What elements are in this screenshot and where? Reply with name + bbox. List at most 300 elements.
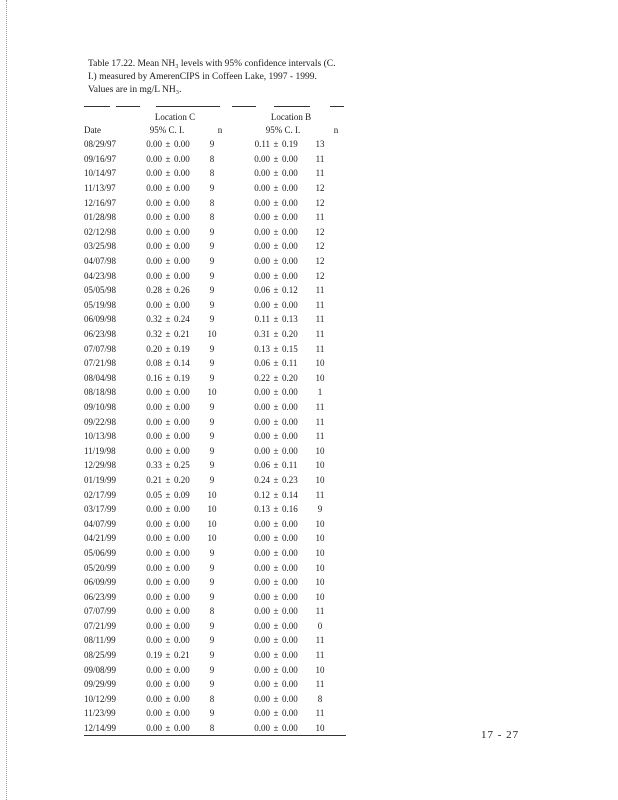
loc-b-ci-cell: 0.00 bbox=[282, 241, 298, 252]
loc-b-n-cell: 11 bbox=[315, 285, 325, 296]
loc-b-mean-cell: 0.00 bbox=[254, 416, 270, 427]
loc-b-mean-cell: 0.00 bbox=[254, 591, 270, 602]
date-cell: 09/16/97 bbox=[84, 153, 117, 164]
loc-b-ci-cell: 0.00 bbox=[282, 299, 298, 310]
loc-b-mean-cell: 0.13 bbox=[254, 343, 270, 354]
table-row bbox=[84, 195, 346, 210]
loc-c-n-cell: 9 bbox=[209, 416, 215, 427]
loc-c-plusminus: ± bbox=[165, 314, 171, 325]
table-row bbox=[84, 648, 346, 663]
loc-c-mean-cell: 0.00 bbox=[146, 518, 162, 529]
loc-b-ci-cell: 0.20 bbox=[282, 372, 298, 383]
loc-b-plusminus: ± bbox=[273, 620, 279, 631]
loc-b-plusminus: ± bbox=[273, 314, 279, 325]
loc-c-ci-cell: 0.00 bbox=[174, 445, 190, 456]
loc-c-mean-cell: 0.00 bbox=[146, 197, 162, 208]
date-cell: 05/05/98 bbox=[84, 285, 117, 296]
loc-b-n-cell: 10 bbox=[315, 664, 325, 675]
date-cell: 07/21/99 bbox=[84, 620, 117, 631]
loc-b-plusminus: ± bbox=[273, 358, 279, 369]
loc-c-ci-cell: 0.19 bbox=[174, 343, 190, 354]
table-row bbox=[84, 429, 346, 444]
loc-c-mean-cell: 0.16 bbox=[146, 372, 162, 383]
loc-b-mean-cell: 0.00 bbox=[254, 197, 270, 208]
loc-c-plusminus: ± bbox=[165, 183, 171, 194]
loc-b-mean-cell: 0.00 bbox=[254, 533, 270, 544]
table-row bbox=[84, 721, 346, 737]
table-row bbox=[84, 662, 346, 677]
loc-b-ci-cell: 0.00 bbox=[282, 606, 298, 617]
table-row bbox=[84, 604, 346, 619]
date-cell: 08/04/98 bbox=[84, 372, 117, 383]
table-row bbox=[84, 137, 346, 152]
loc-b-ci-cell: 0.00 bbox=[282, 226, 298, 237]
loc-c-mean-cell: 0.32 bbox=[146, 314, 162, 325]
loc-b-ci-cell: 0.20 bbox=[282, 329, 298, 340]
loc-c-n-cell: 9 bbox=[209, 547, 215, 558]
loc-b-plusminus: ± bbox=[273, 197, 279, 208]
loc-b-mean-cell: 0.06 bbox=[254, 285, 270, 296]
loc-b-n-cell: 10 bbox=[315, 518, 325, 529]
loc-c-n-cell: 9 bbox=[209, 299, 215, 310]
date-cell: 11/19/98 bbox=[84, 445, 116, 456]
loc-b-n-cell: 11 bbox=[315, 299, 325, 310]
loc-c-plusminus: ± bbox=[165, 139, 171, 150]
date-cell: 08/18/98 bbox=[84, 387, 117, 398]
loc-c-ci-cell: 0.00 bbox=[174, 387, 190, 398]
date-header: Date bbox=[84, 125, 101, 135]
loc-b-mean-cell: 0.00 bbox=[254, 723, 270, 734]
loc-c-mean-cell: 0.05 bbox=[146, 489, 162, 500]
loc-b-mean-cell: 0.00 bbox=[254, 226, 270, 237]
table-row bbox=[84, 560, 346, 575]
loc-b-n-cell: 11 bbox=[315, 489, 325, 500]
loc-b-n-cell: 10 bbox=[315, 547, 325, 558]
loc-c-plusminus: ± bbox=[165, 723, 171, 734]
loc-c-plusminus: ± bbox=[165, 270, 171, 281]
loc-b-plusminus: ± bbox=[273, 445, 279, 456]
table-row bbox=[84, 619, 346, 634]
loc-c-mean-cell: 0.00 bbox=[146, 577, 162, 588]
loc-b-mean-cell: 0.00 bbox=[254, 562, 270, 573]
loc-c-ci-cell: 0.25 bbox=[174, 460, 190, 471]
caption-line-2: I.) measured by AmerenCIPS in Coffeen Lake, 1997 - 1999. bbox=[88, 72, 317, 82]
loc-c-mean-cell: 0.00 bbox=[146, 256, 162, 267]
loc-b-ci-cell: 0.00 bbox=[282, 679, 298, 690]
loc-c-n-cell: 10 bbox=[207, 489, 217, 500]
ci-b-header: 95% C. I. bbox=[265, 125, 301, 135]
loc-b-ci-cell: 0.12 bbox=[282, 285, 298, 296]
scan-edge-dots bbox=[6, 0, 8, 800]
loc-c-plusminus: ± bbox=[165, 474, 171, 485]
loc-c-ci-cell: 0.20 bbox=[174, 474, 190, 485]
date-cell: 08/25/99 bbox=[84, 650, 117, 661]
loc-b-ci-cell: 0.19 bbox=[282, 139, 298, 150]
date-cell: 06/23/99 bbox=[84, 591, 117, 602]
loc-c-mean-cell: 0.00 bbox=[146, 431, 162, 442]
loc-c-n-cell: 9 bbox=[209, 241, 215, 252]
loc-c-mean-cell: 0.21 bbox=[146, 474, 162, 485]
loc-c-mean-cell: 0.00 bbox=[146, 547, 162, 558]
loc-c-n-cell: 9 bbox=[209, 139, 215, 150]
loc-b-mean-cell: 0.00 bbox=[254, 183, 270, 194]
date-cell: 11/23/99 bbox=[84, 708, 116, 719]
loc-c-mean-cell: 0.33 bbox=[146, 460, 162, 471]
loc-c-ci-cell: 0.00 bbox=[174, 606, 190, 617]
loc-b-mean-cell: 0.22 bbox=[254, 372, 270, 383]
loc-c-ci-cell: 0.19 bbox=[174, 372, 190, 383]
loc-b-n-cell: 10 bbox=[315, 533, 325, 544]
loc-b-ci-cell: 0.11 bbox=[282, 460, 298, 471]
loc-c-ci-cell: 0.00 bbox=[174, 226, 190, 237]
loc-c-plusminus: ± bbox=[165, 343, 171, 354]
loc-c-ci-cell: 0.00 bbox=[174, 518, 190, 529]
date-cell: 09/08/99 bbox=[84, 664, 117, 675]
loc-b-mean-cell: 0.13 bbox=[254, 504, 270, 515]
table-row bbox=[84, 327, 346, 342]
loc-c-plusminus: ± bbox=[165, 256, 171, 267]
loc-b-ci-cell: 0.14 bbox=[282, 489, 298, 500]
loc-c-n-cell: 9 bbox=[209, 372, 215, 383]
loc-c-n-cell: 9 bbox=[209, 679, 215, 690]
table-row bbox=[84, 692, 346, 707]
loc-b-mean-cell: 0.31 bbox=[254, 329, 270, 340]
loc-b-mean-cell: 0.00 bbox=[254, 387, 270, 398]
table-row bbox=[84, 283, 346, 298]
loc-c-ci-cell: 0.00 bbox=[174, 679, 190, 690]
loc-c-ci-cell: 0.00 bbox=[174, 577, 190, 588]
date-cell: 04/23/98 bbox=[84, 270, 117, 281]
loc-b-ci-cell: 0.00 bbox=[282, 445, 298, 456]
table-row bbox=[84, 385, 346, 400]
table-row bbox=[84, 487, 346, 502]
caption-line-1: Table 17.22. Mean NH₃ levels with 95% confidence intervals (C. bbox=[88, 59, 336, 69]
loc-c-n-cell: 8 bbox=[209, 693, 215, 704]
loc-c-mean-cell: 0.00 bbox=[146, 299, 162, 310]
loc-b-n-cell: 11 bbox=[315, 650, 325, 661]
loc-c-ci-cell: 0.00 bbox=[174, 183, 190, 194]
loc-c-ci-cell: 0.00 bbox=[174, 504, 190, 515]
date-cell: 01/19/99 bbox=[84, 474, 117, 485]
loc-b-plusminus: ± bbox=[273, 533, 279, 544]
loc-b-mean-cell: 0.00 bbox=[254, 606, 270, 617]
loc-b-plusminus: ± bbox=[273, 723, 279, 734]
date-cell: 05/20/99 bbox=[84, 562, 117, 573]
date-cell: 09/22/98 bbox=[84, 416, 117, 427]
loc-b-ci-cell: 0.00 bbox=[282, 431, 298, 442]
table-body bbox=[84, 137, 346, 736]
loc-b-ci-cell: 0.00 bbox=[282, 153, 298, 164]
table-row bbox=[84, 400, 346, 415]
loc-c-n-cell: 9 bbox=[209, 635, 215, 646]
table-row bbox=[84, 502, 346, 517]
loc-c-n-cell: 8 bbox=[209, 197, 215, 208]
loc-b-mean-cell: 0.00 bbox=[254, 256, 270, 267]
loc-c-mean-cell: 0.00 bbox=[146, 635, 162, 646]
loc-b-mean-cell: 0.00 bbox=[254, 693, 270, 704]
table-row bbox=[84, 633, 346, 648]
loc-c-n-cell: 9 bbox=[209, 183, 215, 194]
loc-c-plusminus: ± bbox=[165, 241, 171, 252]
loc-b-ci-cell: 0.00 bbox=[282, 518, 298, 529]
loc-c-ci-cell: 0.21 bbox=[174, 650, 190, 661]
date-cell: 01/28/98 bbox=[84, 212, 117, 223]
loc-c-ci-cell: 0.14 bbox=[174, 358, 190, 369]
loc-b-ci-cell: 0.00 bbox=[282, 197, 298, 208]
n-c-header: n bbox=[217, 125, 223, 135]
loc-b-plusminus: ± bbox=[273, 650, 279, 661]
loc-c-ci-cell: 0.00 bbox=[174, 547, 190, 558]
loc-b-mean-cell: 0.00 bbox=[254, 577, 270, 588]
date-cell: 08/11/99 bbox=[84, 635, 116, 646]
loc-b-n-cell: 11 bbox=[315, 679, 325, 690]
location-b-header: Location B bbox=[270, 112, 312, 122]
table-row bbox=[84, 589, 346, 604]
loc-c-n-cell: 8 bbox=[209, 153, 215, 164]
loc-c-plusminus: ± bbox=[165, 329, 171, 340]
loc-c-plusminus: ± bbox=[165, 562, 171, 573]
loc-c-mean-cell: 0.00 bbox=[146, 445, 162, 456]
date-cell: 10/12/99 bbox=[84, 693, 117, 704]
loc-b-n-cell: 10 bbox=[315, 474, 325, 485]
loc-c-ci-cell: 0.00 bbox=[174, 416, 190, 427]
table-top-rule bbox=[84, 102, 346, 111]
location-c-header: Location C bbox=[154, 112, 196, 122]
loc-c-ci-cell: 0.00 bbox=[174, 270, 190, 281]
loc-c-plusminus: ± bbox=[165, 285, 171, 296]
loc-c-plusminus: ± bbox=[165, 693, 171, 704]
loc-b-ci-cell: 0.00 bbox=[282, 416, 298, 427]
loc-c-plusminus: ± bbox=[165, 489, 171, 500]
loc-b-n-cell: 10 bbox=[315, 577, 325, 588]
loc-b-n-cell: 12 bbox=[315, 241, 325, 252]
loc-b-ci-cell: 0.00 bbox=[282, 635, 298, 646]
date-cell: 03/25/98 bbox=[84, 241, 117, 252]
loc-c-mean-cell: 0.00 bbox=[146, 168, 162, 179]
loc-b-n-cell: 12 bbox=[315, 183, 325, 194]
loc-c-n-cell: 9 bbox=[209, 460, 215, 471]
page-number: 17 - 27 bbox=[481, 729, 520, 741]
loc-c-n-cell: 10 bbox=[207, 504, 217, 515]
date-cell: 06/23/98 bbox=[84, 329, 117, 340]
loc-b-n-cell: 11 bbox=[315, 168, 325, 179]
table-row bbox=[84, 414, 346, 429]
loc-c-ci-cell: 0.00 bbox=[174, 693, 190, 704]
loc-c-mean-cell: 0.00 bbox=[146, 664, 162, 675]
loc-c-mean-cell: 0.00 bbox=[146, 153, 162, 164]
loc-c-n-cell: 9 bbox=[209, 664, 215, 675]
loc-b-n-cell: 10 bbox=[315, 562, 325, 573]
loc-c-mean-cell: 0.00 bbox=[146, 226, 162, 237]
loc-b-plusminus: ± bbox=[273, 168, 279, 179]
table-row bbox=[84, 443, 346, 458]
loc-b-n-cell: 11 bbox=[315, 314, 325, 325]
loc-b-mean-cell: 0.00 bbox=[254, 664, 270, 675]
loc-b-plusminus: ± bbox=[273, 256, 279, 267]
loc-c-n-cell: 9 bbox=[209, 343, 215, 354]
loc-b-plusminus: ± bbox=[273, 299, 279, 310]
loc-c-ci-cell: 0.00 bbox=[174, 620, 190, 631]
loc-b-plusminus: ± bbox=[273, 285, 279, 296]
loc-c-plusminus: ± bbox=[165, 606, 171, 617]
loc-b-ci-cell: 0.00 bbox=[282, 270, 298, 281]
loc-b-n-cell: 13 bbox=[315, 139, 325, 150]
date-cell: 07/07/98 bbox=[84, 343, 117, 354]
loc-c-n-cell: 10 bbox=[207, 329, 217, 340]
loc-b-plusminus: ± bbox=[273, 329, 279, 340]
loc-c-ci-cell: 0.00 bbox=[174, 197, 190, 208]
loc-b-plusminus: ± bbox=[273, 372, 279, 383]
loc-c-n-cell: 9 bbox=[209, 314, 215, 325]
date-cell: 02/17/99 bbox=[84, 489, 117, 500]
loc-b-mean-cell: 0.00 bbox=[254, 431, 270, 442]
loc-b-plusminus: ± bbox=[273, 241, 279, 252]
loc-c-n-cell: 9 bbox=[209, 591, 215, 602]
loc-c-plusminus: ± bbox=[165, 650, 171, 661]
loc-b-n-cell: 0 bbox=[317, 620, 323, 631]
loc-b-plusminus: ± bbox=[273, 183, 279, 194]
loc-b-mean-cell: 0.06 bbox=[254, 358, 270, 369]
loc-c-mean-cell: 0.00 bbox=[146, 270, 162, 281]
loc-b-ci-cell: 0.00 bbox=[282, 664, 298, 675]
loc-c-plusminus: ± bbox=[165, 708, 171, 719]
date-cell: 07/21/98 bbox=[84, 358, 117, 369]
date-cell: 12/16/97 bbox=[84, 197, 117, 208]
loc-c-plusminus: ± bbox=[165, 664, 171, 675]
loc-c-mean-cell: 0.00 bbox=[146, 693, 162, 704]
table-row bbox=[84, 254, 346, 269]
caption-line-3: Values are in mg/L NH₃. bbox=[88, 85, 182, 95]
table-row bbox=[84, 356, 346, 371]
loc-c-plusminus: ± bbox=[165, 547, 171, 558]
loc-c-mean-cell: 0.32 bbox=[146, 329, 162, 340]
loc-b-n-cell: 11 bbox=[315, 635, 325, 646]
loc-c-ci-cell: 0.00 bbox=[174, 168, 190, 179]
loc-c-plusminus: ± bbox=[165, 533, 171, 544]
loc-b-plusminus: ± bbox=[273, 212, 279, 223]
loc-c-ci-cell: 0.00 bbox=[174, 562, 190, 573]
date-cell: 07/07/99 bbox=[84, 606, 117, 617]
loc-c-mean-cell: 0.28 bbox=[146, 285, 162, 296]
table-row bbox=[84, 166, 346, 181]
table-row bbox=[84, 210, 346, 225]
loc-b-n-cell: 10 bbox=[315, 591, 325, 602]
loc-b-mean-cell: 0.11 bbox=[254, 314, 270, 325]
date-cell: 03/17/99 bbox=[84, 504, 117, 515]
date-cell: 09/10/98 bbox=[84, 401, 117, 412]
table-row bbox=[84, 531, 346, 546]
loc-c-plusminus: ± bbox=[165, 460, 171, 471]
loc-b-plusminus: ± bbox=[273, 153, 279, 164]
loc-b-plusminus: ± bbox=[273, 518, 279, 529]
loc-b-ci-cell: 0.00 bbox=[282, 256, 298, 267]
loc-c-mean-cell: 0.00 bbox=[146, 241, 162, 252]
date-cell: 11/13/97 bbox=[84, 183, 116, 194]
loc-c-n-cell: 9 bbox=[209, 445, 215, 456]
loc-b-plusminus: ± bbox=[273, 401, 279, 412]
loc-c-ci-cell: 0.00 bbox=[174, 241, 190, 252]
loc-b-ci-cell: 0.00 bbox=[282, 723, 298, 734]
loc-c-plusminus: ± bbox=[165, 212, 171, 223]
date-cell: 02/12/98 bbox=[84, 226, 117, 237]
loc-b-plusminus: ± bbox=[273, 460, 279, 471]
loc-b-n-cell: 11 bbox=[315, 212, 325, 223]
loc-c-n-cell: 9 bbox=[209, 577, 215, 588]
loc-c-mean-cell: 0.00 bbox=[146, 723, 162, 734]
loc-b-n-cell: 8 bbox=[317, 693, 323, 704]
loc-c-n-cell: 9 bbox=[209, 226, 215, 237]
loc-c-mean-cell: 0.00 bbox=[146, 591, 162, 602]
loc-b-ci-cell: 0.00 bbox=[282, 547, 298, 558]
loc-b-plusminus: ± bbox=[273, 591, 279, 602]
loc-b-plusminus: ± bbox=[273, 416, 279, 427]
loc-c-ci-cell: 0.00 bbox=[174, 212, 190, 223]
loc-b-plusminus: ± bbox=[273, 708, 279, 719]
loc-b-plusminus: ± bbox=[273, 226, 279, 237]
loc-c-mean-cell: 0.00 bbox=[146, 606, 162, 617]
loc-c-plusminus: ± bbox=[165, 401, 171, 412]
loc-b-mean-cell: 0.00 bbox=[254, 708, 270, 719]
loc-c-n-cell: 9 bbox=[209, 650, 215, 661]
loc-c-n-cell: 8 bbox=[209, 212, 215, 223]
table-row bbox=[84, 473, 346, 488]
loc-c-mean-cell: 0.00 bbox=[146, 504, 162, 515]
loc-c-plusminus: ± bbox=[165, 591, 171, 602]
table-row bbox=[84, 706, 346, 721]
loc-b-n-cell: 12 bbox=[315, 226, 325, 237]
loc-b-mean-cell: 0.00 bbox=[254, 445, 270, 456]
loc-b-mean-cell: 0.00 bbox=[254, 620, 270, 631]
loc-b-n-cell: 10 bbox=[315, 445, 325, 456]
loc-c-ci-cell: 0.00 bbox=[174, 299, 190, 310]
loc-c-ci-cell: 0.00 bbox=[174, 708, 190, 719]
loc-c-plusminus: ± bbox=[165, 504, 171, 515]
loc-c-n-cell: 9 bbox=[209, 270, 215, 281]
loc-c-plusminus: ± bbox=[165, 635, 171, 646]
loc-c-n-cell: 9 bbox=[209, 285, 215, 296]
table-row bbox=[84, 152, 346, 167]
loc-c-plusminus: ± bbox=[165, 299, 171, 310]
loc-b-mean-cell: 0.06 bbox=[254, 460, 270, 471]
loc-c-ci-cell: 0.00 bbox=[174, 431, 190, 442]
loc-b-ci-cell: 0.00 bbox=[282, 387, 298, 398]
table-row bbox=[84, 371, 346, 386]
loc-b-plusminus: ± bbox=[273, 577, 279, 588]
loc-b-plusminus: ± bbox=[273, 679, 279, 690]
loc-c-mean-cell: 0.00 bbox=[146, 562, 162, 573]
loc-c-mean-cell: 0.00 bbox=[146, 212, 162, 223]
date-cell: 10/14/97 bbox=[84, 168, 117, 179]
date-cell: 06/09/99 bbox=[84, 577, 117, 588]
loc-c-mean-cell: 0.00 bbox=[146, 708, 162, 719]
loc-c-n-cell: 9 bbox=[209, 401, 215, 412]
loc-c-plusminus: ± bbox=[165, 358, 171, 369]
loc-c-mean-cell: 0.00 bbox=[146, 139, 162, 150]
nh3-table bbox=[84, 102, 346, 736]
loc-c-ci-cell: 0.00 bbox=[174, 533, 190, 544]
date-cell: 05/19/98 bbox=[84, 299, 117, 310]
loc-c-n-cell: 9 bbox=[209, 708, 215, 719]
loc-b-plusminus: ± bbox=[273, 139, 279, 150]
loc-c-plusminus: ± bbox=[165, 518, 171, 529]
loc-c-n-cell: 8 bbox=[209, 168, 215, 179]
loc-b-ci-cell: 0.00 bbox=[282, 591, 298, 602]
date-cell: 10/13/98 bbox=[84, 431, 117, 442]
table-row bbox=[84, 239, 346, 254]
loc-b-n-cell: 10 bbox=[315, 372, 325, 383]
loc-c-mean-cell: 0.08 bbox=[146, 358, 162, 369]
loc-b-ci-cell: 0.11 bbox=[282, 358, 298, 369]
